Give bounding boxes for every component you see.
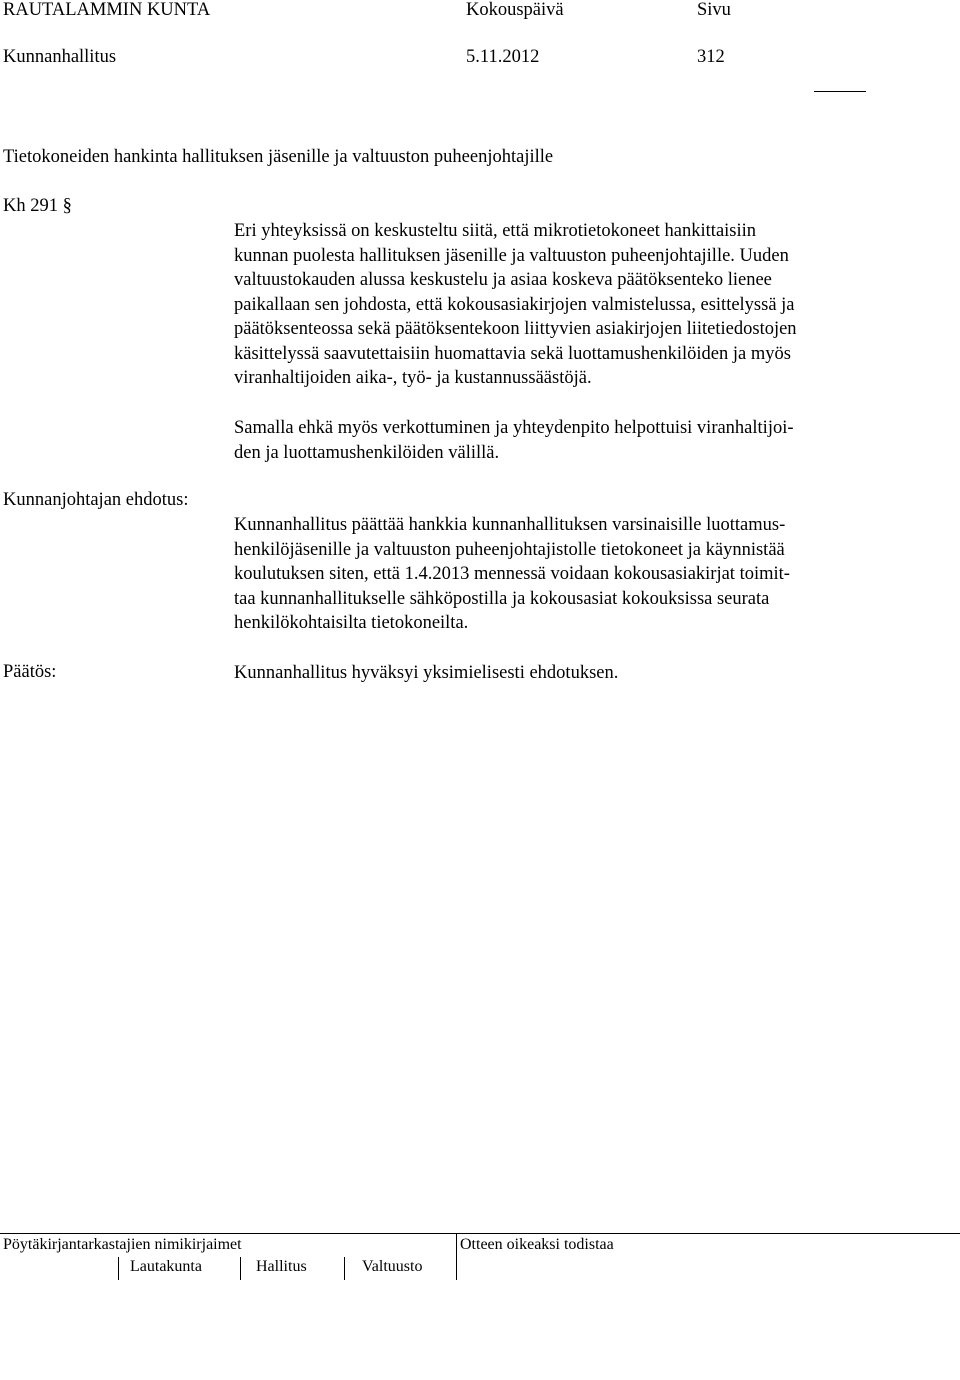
- footer-signatures-label: Pöytäkirjantarkastajien nimikirjaimet: [3, 1236, 242, 1253]
- meeting-date-label: Kokouspäivä: [466, 0, 564, 20]
- footer-divider: [0, 1233, 960, 1234]
- text-line: henkilöjäsenille ja valtuuston puheenjohtajistolle tietokoneet ja käynnistää: [234, 539, 785, 560]
- document-title: Tietokoneiden hankinta hallituksen jäsenille ja valtuuston puheenjohtajille: [3, 147, 554, 167]
- meeting-date: 5.11.2012: [466, 47, 540, 67]
- text-line: den ja luottamushenkilöiden välillä.: [234, 442, 500, 463]
- text-line: käsittelyssä saavutettaisiin huomattavia sekä luottamushenkilöiden ja myös: [234, 343, 791, 364]
- decision-text: Kunnanhallitus hyväksyi yksimielisesti ehdotuksen.: [234, 663, 619, 683]
- text-line: koulutuksen siten, että 1.4.2013 mennessä voidaan kokousasiakirjat toimit-: [234, 564, 790, 584]
- proposal-label: Kunnanjohtajan ehdotus:: [3, 490, 189, 510]
- section-id: Kh 291 §: [3, 196, 72, 216]
- decision-label: Päätös:: [3, 662, 57, 682]
- text-line: valtuustokauden alussa keskustelu ja asiaa koskeva päätöksenteko lienee: [234, 270, 772, 290]
- text-line: Kunnanhallitus päättää hankkia kunnanhallituksen varsinaisille luottamus-: [234, 515, 786, 535]
- footer-column-divider: [118, 1257, 119, 1280]
- footer-council-label: Valtuusto: [362, 1258, 423, 1275]
- networking-paragraph: [234, 416, 894, 465]
- text-line: Eri yhteyksissä on keskusteltu siitä, että mikrotietokoneet hankittaisiin: [234, 221, 757, 241]
- text-line: henkilökohtaisilta tietokoneilta.: [234, 613, 469, 633]
- text-line: kunnan puolesta hallituksen jäsenille ja valtuuston puheenjohtajille. Uuden: [234, 245, 789, 266]
- text-line: paikallaan sen johdosta, että kokousasiakirjojen valmistelussa, esittelyssä ja: [234, 294, 795, 315]
- page-label: Sivu: [697, 0, 731, 20]
- body-name: Kunnanhallitus: [3, 47, 117, 67]
- text-line: Samalla ehkä myös verkottuminen ja yhteydenpito helpottuisi viranhaltijoi-: [234, 418, 794, 438]
- page-number: 312: [697, 47, 725, 67]
- text-line: päätöksenteossa sekä päätöksentekoon liittyvien asiakirjojen liitetiedostojen: [234, 319, 797, 339]
- intro-paragraph: [234, 219, 894, 391]
- footer-certified-label: Otteen oikeaksi todistaa: [460, 1236, 614, 1253]
- footer-column-divider: [344, 1257, 345, 1280]
- footer-government-label: Hallitus: [256, 1258, 307, 1275]
- footer-column-divider: [240, 1257, 241, 1280]
- text-line: taa kunnanhallitukselle sähköpostilla ja kokousasiat kokouksissa seurata: [234, 588, 770, 609]
- page-number-underline: [814, 91, 866, 92]
- proposal-paragraph: [234, 513, 894, 636]
- organization-name: RAUTALAMMIN KUNTA: [3, 0, 211, 20]
- text-line: viranhaltijoiden aika-, työ- ja kustannussäästöjä.: [234, 368, 592, 388]
- footer-column-divider: [456, 1234, 457, 1280]
- footer-board-label: Lautakunta: [130, 1258, 202, 1275]
- decision-paragraph: [234, 661, 894, 686]
